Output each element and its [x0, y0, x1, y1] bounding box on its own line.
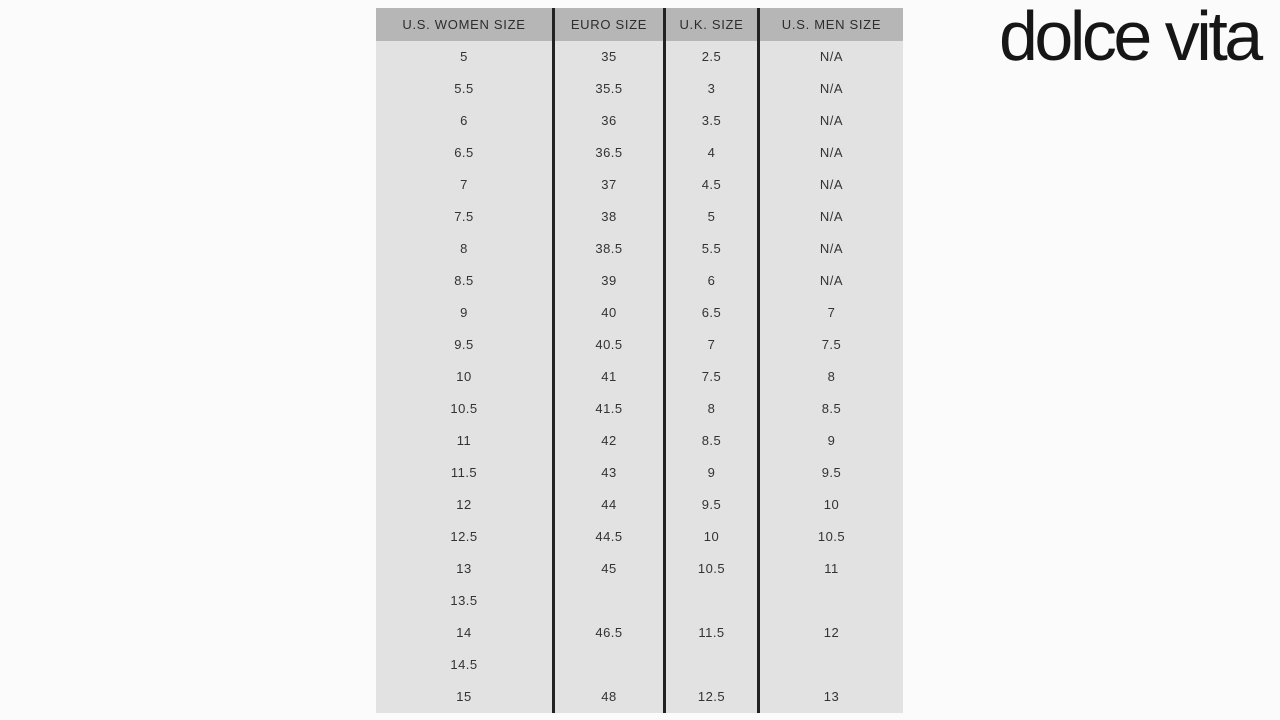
column-header: U.K. SIZE [666, 8, 757, 41]
table-cell: 7 [376, 169, 552, 201]
table-cell: 10 [376, 361, 552, 393]
table-cell: 7.5 [376, 201, 552, 233]
column-header: U.S. WOMEN SIZE [376, 8, 552, 41]
table-cell [666, 649, 757, 681]
table-cell: 13 [376, 553, 552, 585]
table-cell: 41.5 [555, 393, 663, 425]
table-column [760, 8, 903, 713]
table-cell: 9.5 [376, 329, 552, 361]
table-cell: 4.5 [666, 169, 757, 201]
table-cell: 8 [760, 361, 903, 393]
table-cell [555, 649, 663, 681]
table-cell: 35.5 [555, 73, 663, 105]
table-cell: N/A [760, 73, 903, 105]
table-cell: 12.5 [376, 521, 552, 553]
table-cell: 11.5 [376, 457, 552, 489]
table-cell: 35 [555, 41, 663, 73]
table-cell: 10.5 [376, 393, 552, 425]
table-cell: 8 [666, 393, 757, 425]
table-cell: 10.5 [666, 553, 757, 585]
table-cell: 10.5 [760, 521, 903, 553]
table-cell: 14.5 [376, 649, 552, 681]
table-cell [760, 585, 903, 617]
table-cell: N/A [760, 201, 903, 233]
table-cell: 6.5 [666, 297, 757, 329]
table-cell: 4 [666, 137, 757, 169]
table-cell: 12 [376, 489, 552, 521]
table-cell: 7 [666, 329, 757, 361]
table-cell: 9 [760, 425, 903, 457]
table-cell: 37 [555, 169, 663, 201]
table-cell: 45 [555, 553, 663, 585]
table-cell: 7.5 [760, 329, 903, 361]
table-cell: 3 [666, 73, 757, 105]
table-cell: 40.5 [555, 329, 663, 361]
table-cell: 14 [376, 617, 552, 649]
table-cell: N/A [760, 105, 903, 137]
table-cell [760, 649, 903, 681]
table-cell: 11 [760, 553, 903, 585]
table-cell: 9 [376, 297, 552, 329]
table-column [376, 8, 555, 713]
table-cell: 38.5 [555, 233, 663, 265]
table-cell: 13.5 [376, 585, 552, 617]
table-cell [555, 585, 663, 617]
table-cell: N/A [760, 169, 903, 201]
table-cell: 41 [555, 361, 663, 393]
table-cell: 5 [376, 41, 552, 73]
table-cell: 36 [555, 105, 663, 137]
table-cell: 13 [760, 681, 903, 713]
table-cell: 8 [376, 233, 552, 265]
size-chart-table [376, 8, 903, 713]
table-cell: 42 [555, 425, 663, 457]
table-cell: 7 [760, 297, 903, 329]
table-cell: 10 [760, 489, 903, 521]
table-cell: 9.5 [760, 457, 903, 489]
table-cell: 8.5 [376, 265, 552, 297]
table-cell: 6 [376, 105, 552, 137]
table-cell: 11 [376, 425, 552, 457]
table-cell: 38 [555, 201, 663, 233]
table-cell: N/A [760, 233, 903, 265]
table-cell: 10 [666, 521, 757, 553]
table-cell: 2.5 [666, 41, 757, 73]
table-column [666, 8, 760, 713]
table-cell: 39 [555, 265, 663, 297]
table-cell: 46.5 [555, 617, 663, 649]
table-cell: 8.5 [666, 425, 757, 457]
table-cell: 9 [666, 457, 757, 489]
table-cell: 48 [555, 681, 663, 713]
table-cell: 3.5 [666, 105, 757, 137]
table-cell: 5.5 [666, 233, 757, 265]
table-cell: 5 [666, 201, 757, 233]
column-header: EURO SIZE [555, 8, 663, 41]
table-cell: 5.5 [376, 73, 552, 105]
table-cell: N/A [760, 265, 903, 297]
table-cell: 6.5 [376, 137, 552, 169]
table-cell: 11.5 [666, 617, 757, 649]
table-column [555, 8, 666, 713]
table-cell: 44 [555, 489, 663, 521]
table-cell: 7.5 [666, 361, 757, 393]
table-cell [666, 585, 757, 617]
table-cell: 15 [376, 681, 552, 713]
table-cell: N/A [760, 137, 903, 169]
table-cell: 9.5 [666, 489, 757, 521]
table-cell: 12.5 [666, 681, 757, 713]
brand-logo: dolce vita [999, 0, 1260, 75]
table-cell: 44.5 [555, 521, 663, 553]
table-cell: 43 [555, 457, 663, 489]
table-cell: 12 [760, 617, 903, 649]
table-cell: 40 [555, 297, 663, 329]
table-cell: 8.5 [760, 393, 903, 425]
table-cell: 36.5 [555, 137, 663, 169]
table-cell: 6 [666, 265, 757, 297]
table-cell: N/A [760, 41, 903, 73]
column-header: U.S. MEN SIZE [760, 8, 903, 41]
